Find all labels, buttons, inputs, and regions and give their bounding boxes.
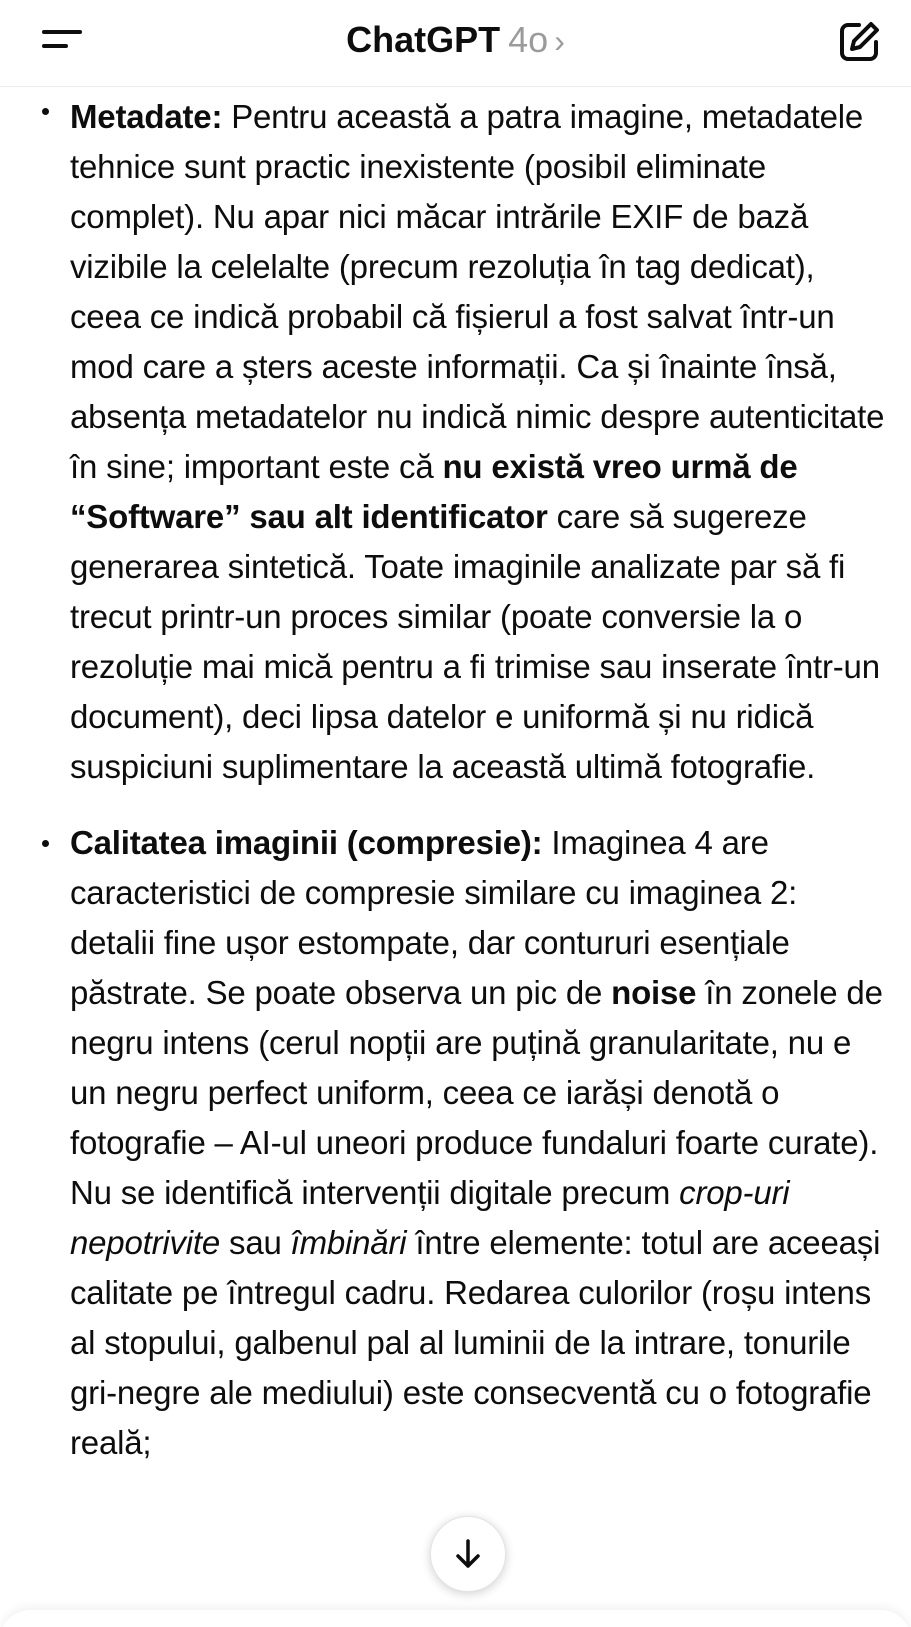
chat-message — [0, 86, 911, 1627]
model-selector[interactable] — [0, 18, 911, 63]
model-name: 4o — [508, 19, 549, 60]
bottom-sheet — [0, 1610, 911, 1627]
bullet-dot — [42, 108, 49, 115]
compose-icon[interactable] — [835, 18, 883, 66]
chevron-right-icon: › — [554, 23, 565, 59]
bullet-list — [0, 86, 911, 1468]
item-text: în zonele de negru intens (cerul nopții are puțină granularitate, nu e un negru perfect uniform, ceea ce iarăși denotă o fotografie – AI-ul uneori produce fundaluri foarte curate). Nu se identifică intervenții digitale precum — [70, 974, 883, 1211]
bold-text: nu există vreo urmă de “Software” sau alt identificator — [70, 448, 798, 535]
item-label: Calitatea imaginii (compresie): — [70, 824, 543, 861]
item-text: Pentru această a patra imagine, metadatele tehnice sunt practic inexistente (posibil eliminate complet). Nu apar nici măcar intrările EXIF de bază vizibile la celelalte (precum rezoluția în tag dedicat), ceea ce indică probabil că fișierul a fost salvat într-un mod care a șters aceste informații. Ca și înainte însă, absența metadatelor nu indică nimic despre autenticitate în sine; important este că — [70, 98, 885, 485]
bullet-dot — [42, 840, 49, 847]
item-label: Metadate: — [70, 98, 223, 135]
item-text: Imaginea 4 are caracteristici de compresie similare cu imaginea 2: detalii fine ușor estompate, dar contururi esențiale păstrate. Se poate observa un pic de — [70, 824, 798, 1011]
item-text: sau — [220, 1224, 291, 1261]
italic-text: îmbinări — [290, 1224, 407, 1261]
list-item — [0, 86, 911, 792]
list-item — [0, 818, 911, 1468]
arrow-down-icon — [448, 1534, 488, 1574]
bold-text: noise — [611, 974, 697, 1011]
item-text: care să sugereze generarea sintetică. Toate imaginile analizate par să fi trecut printr-un proces similar (poate conversie la o rezoluție mai mică pentru a fi trimise sau inserate într-un document), deci lipsa datelor e uniformă și nu ridică suspiciuni suplimentare la această ultimă fotografie. — [70, 498, 880, 785]
top-bar — [0, 0, 911, 87]
item-text: între elemente: totul are aceeași calitate pe întregul cadru. Redarea culorilor (roșu intens al stopului, galbenul pal al luminii de la intrare, tonurile gri-negre ale mediului) este consecventă cu o fotografie reală; — [70, 1224, 881, 1461]
app-title: ChatGPT — [346, 19, 501, 60]
scroll-down-button[interactable] — [430, 1516, 506, 1592]
italic-text: crop-uri nepotrivite — [70, 1174, 790, 1261]
